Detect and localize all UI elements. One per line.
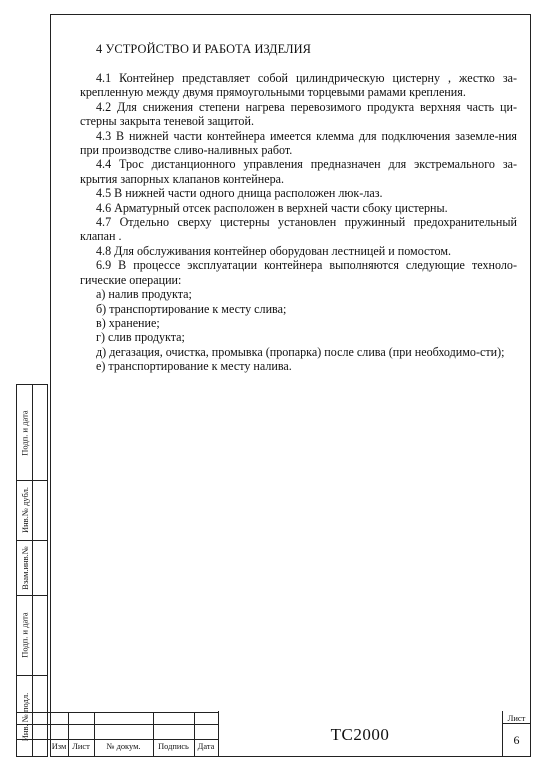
paragraph-4-8: 4.8 Для обслуживания контейнер оборудован лестницей и помостом. (96, 243, 452, 258)
col-label-date: Дата (197, 742, 215, 751)
side-label-dup-inv: Инв.№ дубл. (20, 486, 31, 534)
col-label-signature: Подпись (158, 742, 189, 751)
body-text (80, 71, 517, 374)
sheet-label: Лист (507, 713, 526, 723)
side-label-sign-date-2: Подп. и дата (20, 612, 31, 658)
sheet-number: 6 (513, 733, 520, 747)
side-label-replace-inv: Взам.инв.№ (20, 545, 30, 590)
title-block-line (50, 724, 218, 725)
paragraph-4-4: 4.4 Трос дистанционного управления предназначен для экстремального за-крытия запорных клапанов контейнера. (80, 157, 517, 186)
title-block-line (50, 739, 218, 740)
col-label-list: Лист (72, 742, 90, 751)
title-block-line (502, 723, 531, 724)
title-block-line (50, 712, 218, 713)
side-label-sign-date-1: Подп. и дата (20, 409, 31, 456)
list-item-e: е) транспортирование к месту налива. (96, 359, 292, 374)
title-block (50, 712, 531, 757)
list-item-g: г) слив продукта; (96, 330, 185, 345)
list-item-d: д) дегазация, очистка, промывка (пропарка) после слива (при необходимо-сти); (96, 344, 505, 359)
col-label-izm: Изм (51, 742, 67, 751)
paragraph-4-5: 4.5 В нижней части одного днища расположен люк-лаз. (96, 186, 383, 201)
paragraph-4-3: 4.3 В нижней части контейнера имеется клемма для подключения заземле-ния при производстве сливо-наливных работ. (80, 128, 517, 158)
list-item-v: в) хранение; (96, 315, 160, 330)
side-label-orig-inv: Инв. № подл. (20, 692, 30, 741)
paragraph-4-2: 4.2 Для снижения степени нагрева перевозимого продукта верхняя часть ци-стерны закрыта теневой защитой. (80, 99, 517, 129)
title-block-extension-line (16, 739, 50, 740)
paragraph-4-7: 4.7 Отдельно сверху цистерны установлен пружинный предохранительный клапан . (80, 215, 517, 244)
document-code: ТС2000 (330, 725, 390, 744)
side-stamp (16, 384, 48, 757)
list-item-b: б) транспортирование к месту слива; (96, 301, 287, 316)
paragraph-4-1: 4.1 Контейнер представляет собой цилиндрическую цистерну , жестко за-крепленную между двумя прямоугольными торцевыми рамами крепления. (80, 71, 517, 100)
title-block-extension-line (16, 724, 50, 725)
list-item-a: а) налив продукта; (96, 287, 192, 302)
col-label-doc-number: № докум. (106, 742, 141, 751)
title-block-extension-line (16, 712, 50, 713)
paragraph-6-9: 6.9 В процессе эксплуатации контейнера выполняются следующие техноло-гические операции: (80, 258, 517, 287)
paragraph-4-6: 4.6 Арматурный отсек расположен в верхней части сбоку цистерны. (96, 200, 448, 215)
section-heading: 4 УСТРОЙСТВО И РАБОТА ИЗДЕЛИЯ (96, 42, 312, 56)
